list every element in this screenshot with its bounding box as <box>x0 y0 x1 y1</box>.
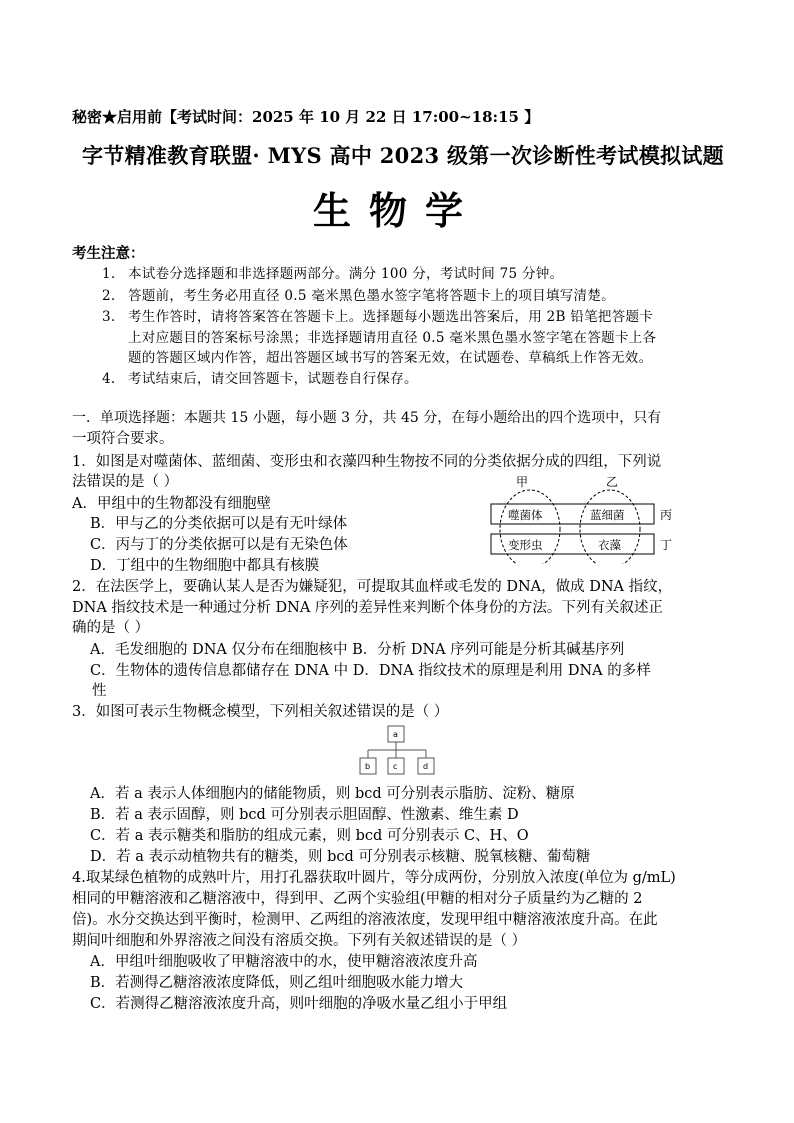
q2-options-cd: C．生物体的遗传信息都储存在 DNA 中 D．DNA 指纹技术的原理是利用 DNA 的多样 <box>90 663 651 679</box>
q1-option-c: C．丙与丁的分类依据可以是有无染色体 <box>90 537 348 553</box>
notice-num: 3. <box>102 309 116 325</box>
q1-option-a: A．甲组中的生物都没有细胞壁 <box>72 496 271 512</box>
q4-option-b: B．若测得乙糖溶液浓度降低，则乙组叶细胞吸水能力增大 <box>90 975 464 991</box>
cell-chlamydomonas: 衣藻 <box>598 538 621 552</box>
label-ding: 丁 <box>660 538 673 552</box>
q3-concept-model-figure <box>352 722 442 778</box>
notice-text: 上对应题目的答案标号涂黑；非选择题请用直径 0.5 毫米黑色墨水签字笔在答题卡上各 <box>128 330 657 346</box>
notice-item <box>102 307 653 327</box>
q2-stem-cont: DNA 指纹技术是一种通过分析 DNA 序列的差异性来判断个体身份的方法。下列有关叙述正 <box>72 600 663 616</box>
q4-option-c: C．若测得乙糖溶液浓度升高，则叶细胞的净吸水量乙组小于甲组 <box>90 996 508 1012</box>
cell-phage: 噬菌体 <box>508 508 543 522</box>
q2-stem: 2．在法医学上，要确认某人是否为嫌疑犯，可提取其血样或毛发的 DNA，做成 DNA 指纹， <box>72 579 673 595</box>
q4-stem-cont: 倍)。水分交换达到平衡时，检测甲、乙两组的溶液浓度，发现甲组中糖溶液浓度升高。在此 <box>72 912 658 928</box>
notice-text: 题的答题区域内作答，超出答题区域书写的答案无效，在试题卷、草稿纸上作答无效。 <box>128 350 653 366</box>
label-jia: 甲 <box>516 475 529 489</box>
notice-num: 4. <box>102 371 116 387</box>
secret-line: 秘密★启用前【考试时间：2025 年 10 月 22 日 17:00~18:15 】 <box>72 108 540 126</box>
q1-stem: 1．如图是对噬菌体、蓝细菌、变形虫和衣藻四种生物按不同的分类依据分成的四组，下列说 <box>72 454 662 470</box>
notice-text: 考生作答时，请将答案答在答题卡上。选择题每小题选出答案后，用 2B 铅笔把答题卡 <box>128 309 654 325</box>
notice-item <box>102 264 563 284</box>
subject-title: 生物学 <box>312 188 481 233</box>
notice-item <box>102 348 652 368</box>
group-yi-ellipse <box>580 490 640 564</box>
notice-num: 2. <box>102 288 116 304</box>
notice-item <box>102 286 615 306</box>
q3-option-a: A．若 a 表示人体细胞内的储能物质，则 bcd 可分别表示脂肪、淀粉、糖原 <box>90 786 575 802</box>
notice-text: 考试结束后，请交回答题卡，试题卷自行保存。 <box>128 371 418 387</box>
node-a-label: a <box>393 730 398 739</box>
exam-title: 字节精准教育联盟· MYS 高中 2023 级第一次诊断性考试模拟试题 <box>82 143 724 168</box>
q4-stem-cont: 期间叶细胞和外界溶液之间没有溶质交换。下列有关叙述错误的是（ ） <box>72 933 527 949</box>
q1-option-b: B．甲与乙的分类依据可以是有无叶绿体 <box>90 516 348 532</box>
notice-text: 答题前，考生务必用直径 0.5 毫米黑色墨水签字笔将答题卡上的项目填写清楚。 <box>128 288 615 304</box>
node-d-label: d <box>423 762 429 771</box>
q3-option-d: D．若 a 表示动植物共有的糖类，则 bcd 可分别表示核糖、脱氧核糖、葡萄糖 <box>90 849 591 865</box>
q3-option-c: C．若 a 表示糖类和脂肪的组成元素，则 bcd 可分别表示 C、H、O <box>90 828 529 844</box>
node-b-label: b <box>365 762 371 771</box>
notice-heading: 考生注意： <box>72 245 145 262</box>
notice-num: 1. <box>102 266 116 282</box>
notice-text: 本试卷分选择题和非选择题两部分。满分 100 分，考试时间 75 分钟。 <box>128 266 564 282</box>
label-bing: 丙 <box>660 508 673 522</box>
node-c-label: c <box>393 762 398 771</box>
notice-item <box>102 328 656 348</box>
q2-options-ab: A．毛发细胞的 DNA 仅分布在细胞核中 B．分析 DNA 序列可能是分析其碱基序列 <box>90 642 625 658</box>
section-heading-cont: 一项符合要求。 <box>72 431 174 447</box>
group-jia-ellipse <box>500 490 560 564</box>
q1-classification-figure <box>486 474 686 564</box>
q4-stem: 4.取某绿色植物的成熟叶片，用打孔器获取叶圆片，等分成两份，分别放入浓度(单位为 g/mL) <box>72 870 676 886</box>
q1-stem-cont: 法错误的是（ ） <box>72 474 179 490</box>
label-yi: 乙 <box>606 475 619 489</box>
notice-item <box>102 369 418 389</box>
q2-options-cd-cont: 性 <box>92 683 107 699</box>
q4-option-a: A．甲组叶细胞吸收了甲糖溶液中的水，使甲糖溶液浓度升高 <box>90 954 478 970</box>
q2-stem-cont: 确的是（ ） <box>72 620 150 636</box>
q3-stem: 3．如图可表示生物概念模型，下列相关叙述错误的是（ ） <box>72 704 449 720</box>
cell-cyanobacteria: 蓝细菌 <box>590 508 625 522</box>
q4-stem-cont: 相同的甲糖溶液和乙糖溶液中，得到甲、乙两个实验组(甲糖的相对分子质量约为乙糖的 2 <box>72 891 643 907</box>
q1-option-d: D．丁组中的生物细胞中都具有核膜 <box>90 558 320 574</box>
q3-option-b: B．若 a 表示固醇，则 bcd 可分别表示胆固醇、性激素、维生素 D <box>90 807 519 823</box>
section-heading: 一．单项选择题：本题共 15 小题，每小题 3 分，共 45 分，在每小题给出的四个选项中，只有 <box>72 410 662 426</box>
cell-amoeba: 变形虫 <box>508 538 543 552</box>
